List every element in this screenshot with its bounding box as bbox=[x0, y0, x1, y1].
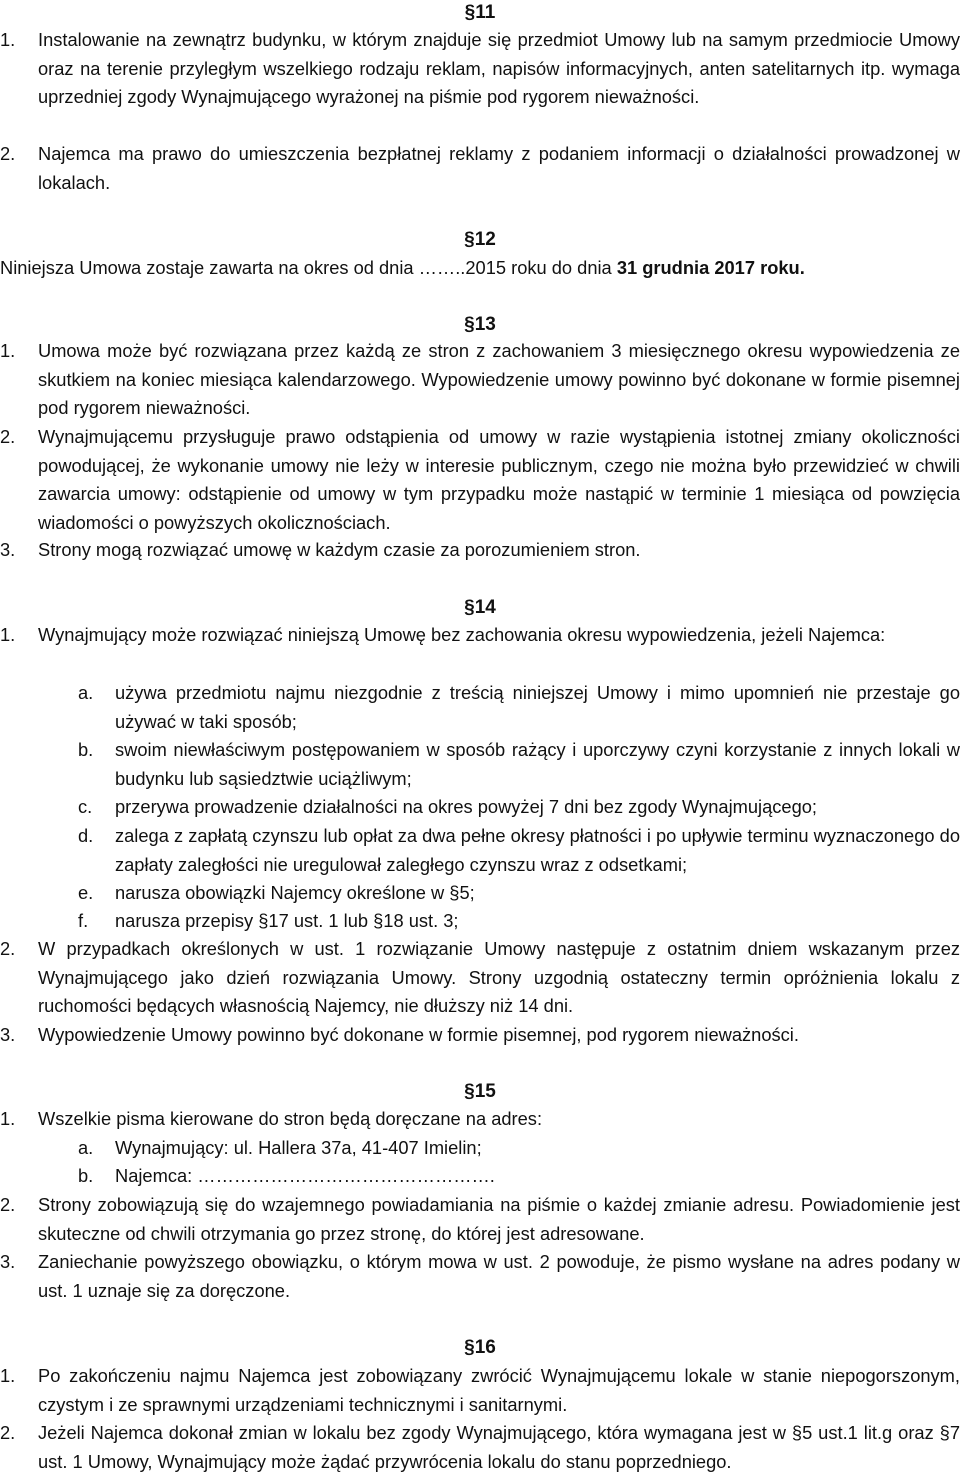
subitem-letter: a. bbox=[78, 1137, 94, 1158]
subitem-text: swoim niewłaściwym postępowaniem w sposób rażący i uporczywy czyni korzystanie z innych lokali w budynku lub sąsiedztwie uciążliwym; bbox=[115, 739, 960, 789]
section-heading-12: §12 bbox=[464, 229, 496, 250]
paragraph-15-1 bbox=[0, 1105, 960, 1134]
item-number: 3. bbox=[0, 539, 16, 560]
subitem-letter: d. bbox=[78, 825, 94, 846]
subitem-letter: e. bbox=[78, 882, 94, 903]
item-text: Wypowiedzenie Umowy powinno być dokonane w formie pisemnej, pod rygorem nieważności. bbox=[38, 1024, 799, 1045]
subitem-text: używa przedmiotu najmu niezgodnie z treścią niniejszej Umowy i mimo upomnień nie przestaje go używać w taki sposób; bbox=[115, 682, 960, 732]
paragraph-14-1 bbox=[0, 621, 960, 650]
section-heading-13: §13 bbox=[464, 314, 496, 335]
item-text: Wynajmującemu przysługuje prawo odstąpienia od umowy w razie wystąpienia istotnej zmiany okoliczności powodującej, że wykonanie umowy nie leży w interesie publicznym, czego nie można było przewidzieć w chwili zawarcia umowy: odstąpienie od umowy w tym przypadku może nastąpić w terminie 1 miesiąca od powzięcia wiadomości o powyższych okolicznościach. bbox=[38, 426, 960, 533]
item-number: 2. bbox=[0, 1422, 16, 1443]
subitem-14-e bbox=[0, 879, 960, 908]
item-number: 2. bbox=[0, 426, 16, 447]
item-text: Wynajmujący może rozwiązać niniejszą Umowę bez zachowania okresu wypowiedzenia, jeżeli Najemca: bbox=[38, 624, 886, 645]
item-number: 3. bbox=[0, 1251, 16, 1272]
section-heading-16: §16 bbox=[464, 1337, 496, 1358]
item-text: Instalowanie na zewnątrz budynku, w którym znajduje się przedmiot Umowy lub na samym przedmiocie Umowy oraz na terenie przyległym wszelkiego rodzaju reklam, napisów informacyjnych, anten satelitarnych itp. wymaga uprzedniej zgody Wynajmującego wyrażonej na piśmie pod rygorem nieważności. bbox=[38, 29, 960, 107]
section-heading-11: §11 bbox=[464, 2, 496, 23]
subitem-text: przerywa prowadzenie działalności na okres powyżej 7 dni bez zgody Wynajmującego; bbox=[115, 796, 817, 817]
paragraph-12 bbox=[0, 254, 960, 283]
item-number: 1. bbox=[0, 1108, 16, 1129]
subitem-text: Wynajmujący: ul. Hallera 37a, 41-407 Imielin; bbox=[115, 1137, 482, 1158]
item-number: 1. bbox=[0, 340, 16, 361]
subitem-letter: b. bbox=[78, 739, 94, 760]
item-text: W przypadkach określonych w ust. 1 rozwiązanie Umowy następuje z ostatnim dniem wskazanym przez Wynajmującego jako dzień rozwiązania Umowy. Strony uzgodnią ostateczny termin opróżnienia lokalu z ruchomości będących własnością Najemcy, nie dłuższy niż 14 dni. bbox=[38, 938, 960, 1016]
item-number: 2. bbox=[0, 938, 16, 959]
item-text: Zaniechanie powyższego obowiązku, o którym mowa w ust. 2 powoduje, że pismo wysłane na adres podany w ust. 1 uznaje się za doręczone. bbox=[38, 1251, 960, 1301]
section-heading-15: §15 bbox=[464, 1081, 496, 1102]
paragraph-15-2 bbox=[0, 1191, 960, 1248]
paragraph-11-1 bbox=[0, 26, 960, 112]
paragraph-13-1 bbox=[0, 337, 960, 423]
item-text: Najemca ma prawo do umieszczenia bezpłatnej reklamy z podaniem informacji o działalności prowadzonej w lokalach. bbox=[38, 143, 960, 193]
subitem-letter: b. bbox=[78, 1165, 94, 1186]
item-text: Umowa może być rozwiązana przez każdą ze stron z zachowaniem 3 miesięcznego okresu wypowiedzenia ze skutkiem na koniec miesiąca kalendarzowego. Wypowiedzenie umowy powinno być dokonane w formie pisemnej pod rygorem nieważności. bbox=[38, 340, 960, 418]
paragraph-14-3 bbox=[0, 1021, 960, 1050]
term-text: Niniejsza Umowa zostaje zawarta na okres od dnia ……..2015 roku do dnia bbox=[0, 257, 617, 278]
subitem-text: narusza obowiązki Najemcy określone w §5; bbox=[115, 882, 475, 903]
paragraph-16-2 bbox=[0, 1419, 960, 1476]
paragraph-16-1 bbox=[0, 1362, 960, 1419]
subitem-14-b bbox=[0, 736, 960, 793]
subitem-14-d bbox=[0, 822, 960, 879]
subitem-text: Najemca: …………………………………………. bbox=[115, 1165, 495, 1186]
item-number: 2. bbox=[0, 1194, 16, 1215]
item-number: 3. bbox=[0, 1024, 16, 1045]
paragraph-15-3 bbox=[0, 1248, 960, 1305]
subitem-15-a bbox=[0, 1134, 960, 1163]
paragraph-13-3 bbox=[0, 536, 960, 565]
item-text: Wszelkie pisma kierowane do stron będą doręczane na adres: bbox=[38, 1108, 543, 1129]
item-text: Jeżeli Najemca dokonał zmian w lokalu bez zgody Wynajmującego, która wymagana jest w §5 ust.1 lit.g oraz §7 ust. 1 Umowy, Wynajmujący może żądać przywrócenia lokalu do stanu poprzedniego. bbox=[38, 1422, 960, 1472]
paragraph-14-2 bbox=[0, 935, 960, 1021]
paragraph-11-2 bbox=[0, 140, 960, 197]
subitem-14-a bbox=[0, 679, 960, 736]
term-end-date: 31 grudnia 2017 roku. bbox=[616, 257, 805, 278]
subitem-15-b bbox=[0, 1162, 960, 1191]
item-number: 1. bbox=[0, 29, 16, 50]
subitem-letter: f. bbox=[78, 910, 89, 931]
subitem-letter: c. bbox=[78, 796, 93, 817]
subitem-text: narusza przepisy §17 ust. 1 lub §18 ust. 3; bbox=[115, 910, 459, 931]
item-text: Po zakończeniu najmu Najemca jest zobowiązany zwrócić Wynajmującemu lokale w stanie niepogorszonym, czystym i ze sprawnymi urządzeniami technicznymi i sanitarnymi. bbox=[38, 1365, 960, 1415]
item-text: Strony zobowiązują się do wzajemnego powiadamiania na piśmie o każdej zmianie adresu. Powiadomienie jest skuteczne od chwili otrzymania go przez stronę, do której jest adresowane. bbox=[38, 1194, 960, 1244]
subitem-14-f bbox=[0, 907, 960, 936]
subitem-14-c bbox=[0, 793, 960, 822]
paragraph-13-2 bbox=[0, 423, 960, 537]
subitem-letter: a. bbox=[78, 682, 94, 703]
item-number: 2. bbox=[0, 143, 16, 164]
item-number: 1. bbox=[0, 1365, 16, 1386]
item-text: Strony mogą rozwiązać umowę w każdym czasie za porozumieniem stron. bbox=[38, 539, 641, 560]
section-heading-14: §14 bbox=[464, 597, 496, 618]
subitem-text: zalega z zapłatą czynszu lub opłat za dwa pełne okresy płatności i po upływie terminu wyznaczonego do zapłaty zaległości nie uregulował zaległego czynszu wraz z odsetkami; bbox=[115, 825, 960, 875]
item-number: 1. bbox=[0, 624, 16, 645]
